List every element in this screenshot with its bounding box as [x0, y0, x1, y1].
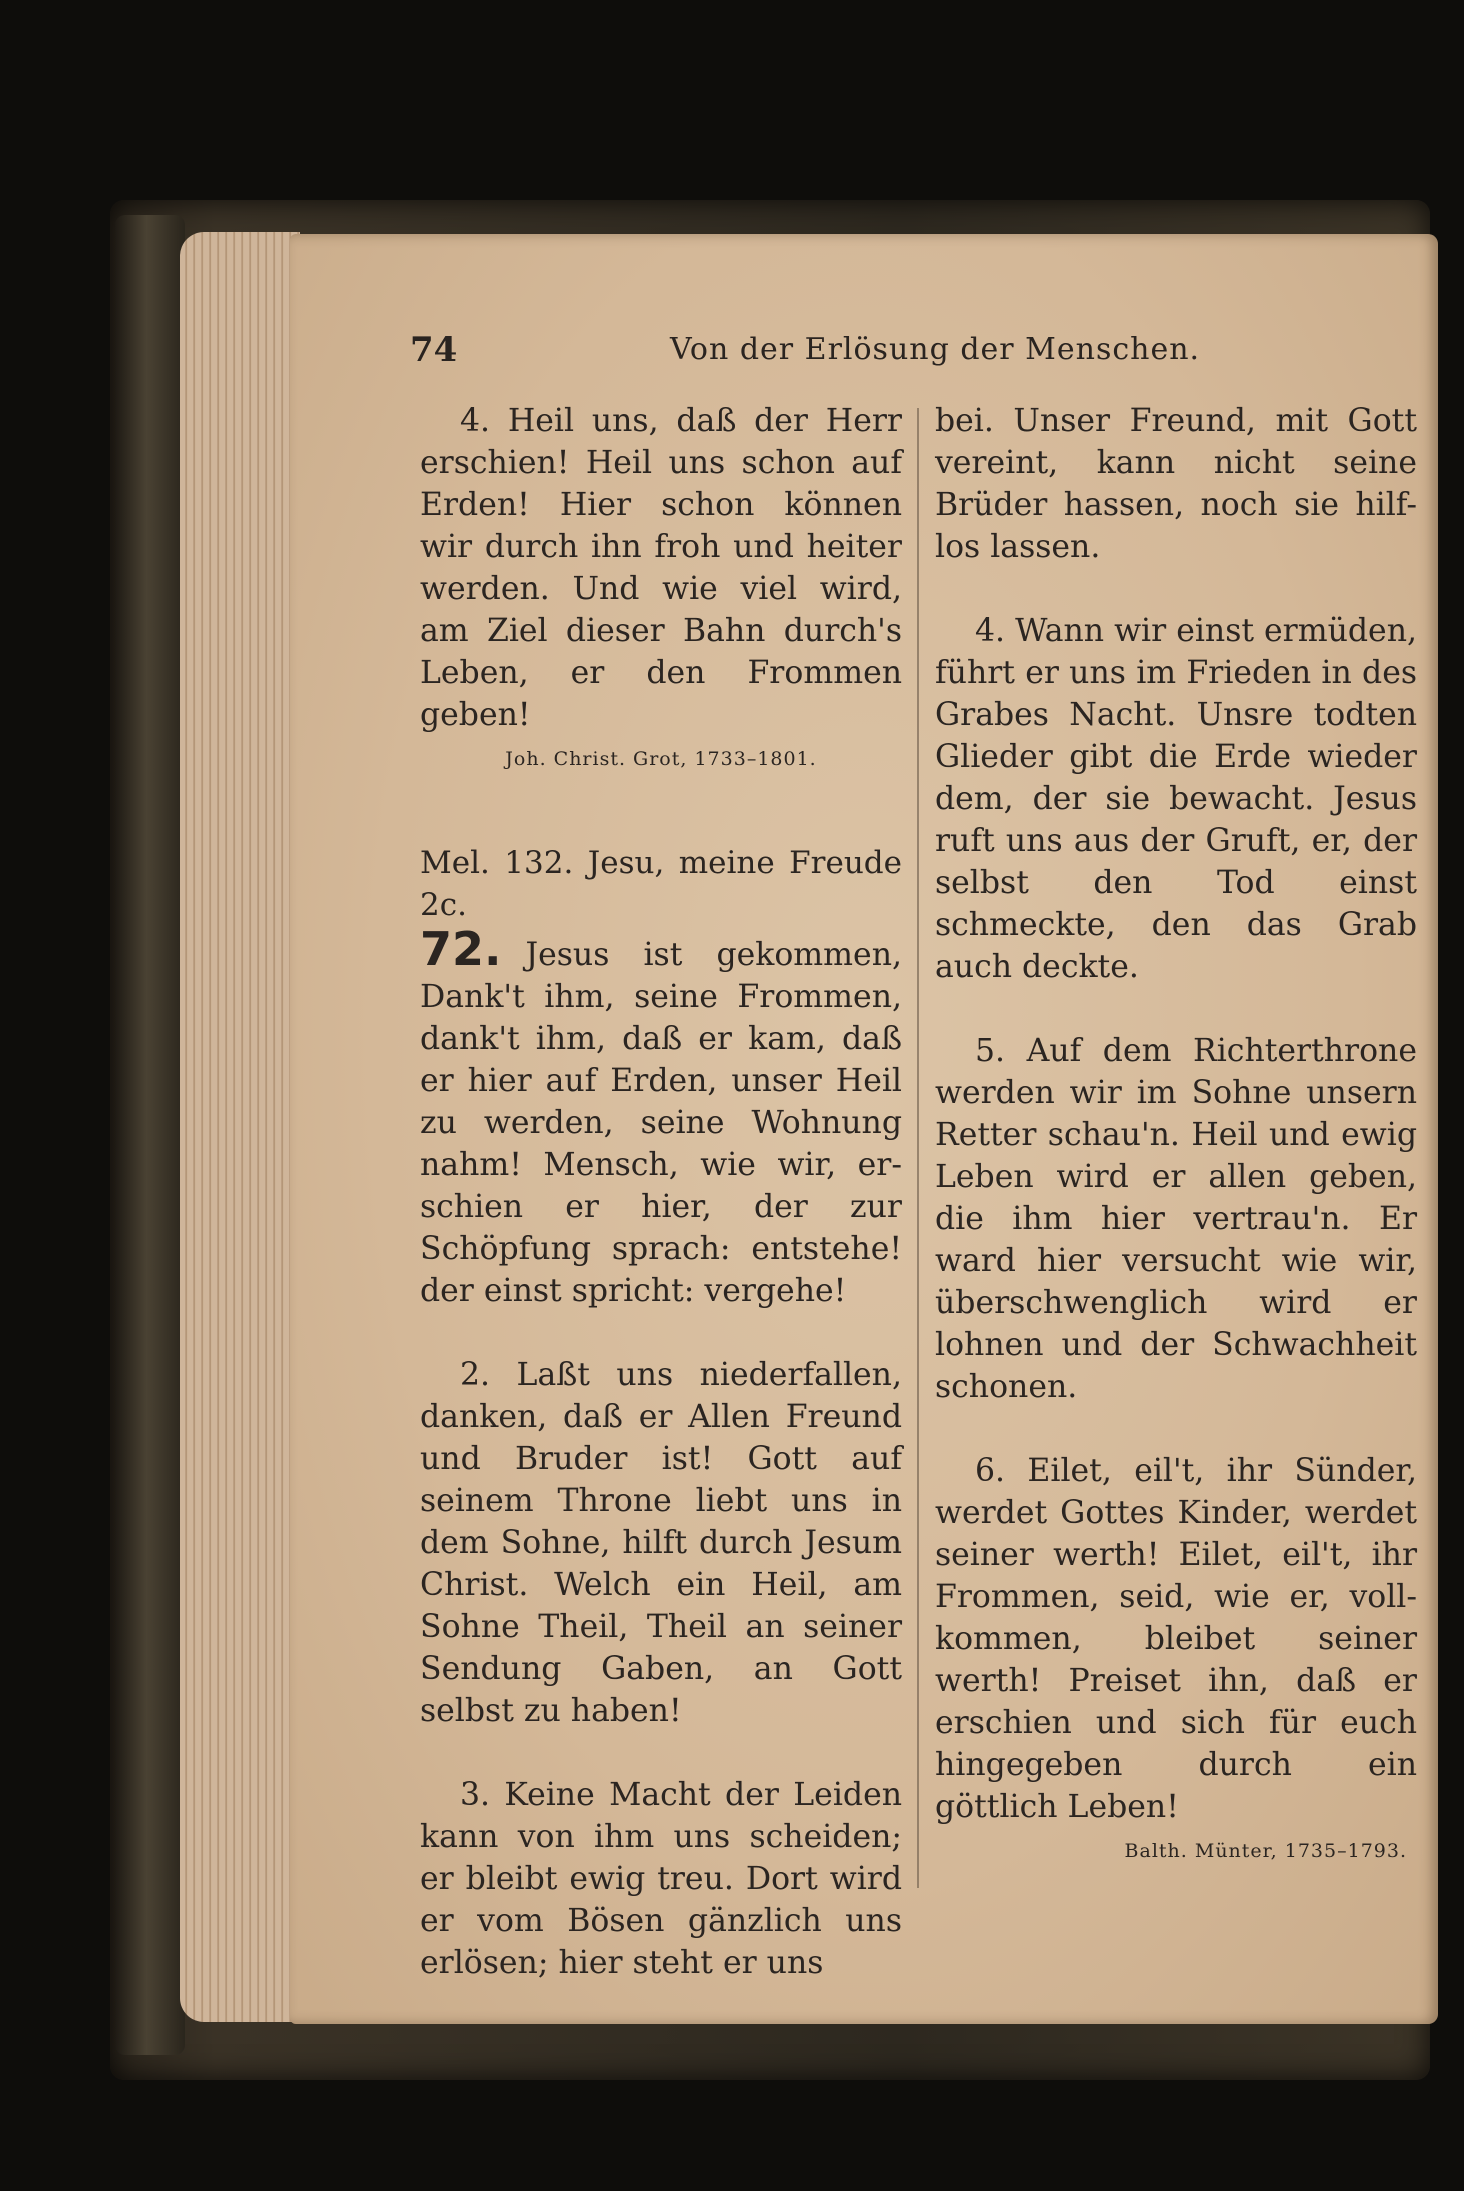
book-spine	[115, 215, 185, 2055]
attribution-muenter: Balth. Münter, 1735–1793.	[1124, 1840, 1407, 1862]
running-title: Von der Erlösung der Menschen.	[670, 332, 1201, 367]
verse-5: 5. Auf dem Richterthrone werden wir im Sohne unsern Retter schau'n. Heil und ewig Leben wird er allen geben, die ihm hier vertrau'n. Er ward hier versucht wie wir, überschwenglich wird er lohnen und der Schwachheit schonen.	[935, 1033, 1417, 1405]
page-number: 74	[410, 330, 458, 370]
page-header	[410, 330, 1410, 380]
column-divider	[917, 408, 919, 1888]
hymn-number: 72.	[420, 922, 502, 976]
right-column	[935, 400, 1417, 1934]
verse-2: 2. Laßt uns niederfallen, danken, daß er Allen Freund und Bruder ist! Gott auf seinem Throne liebt uns in dem Sohne, hilft durch Jesum Christ. Welch ein Heil, am Sohne Theil, Theil an seiner Sendung Gaben, an Gott selbst zu haben!	[420, 1357, 902, 1729]
attribution-grot: Joh. Christ. Grot, 1733–1801.	[505, 748, 817, 770]
verse-3-continued: bei. Unser Freund, mit Gott vereint, kann nicht seine Brüder hassen, noch sie hilf-los lassen.	[935, 403, 1417, 565]
left-column	[420, 400, 902, 2026]
melody-line: Mel. 132. Jesu, meine Freude 2c.	[420, 845, 902, 923]
hymn-72-verse-1	[420, 922, 902, 1312]
verse-4-left: 4. Heil uns, daß der Herr erschien! Heil uns schon auf Erden! Hier schon können wir durch ihn froh und heiter werden. Und wie viel wird, am Ziel dieser Bahn durch's Leben, er den Frommen geben!	[420, 403, 902, 733]
verse-3: 3. Keine Macht der Leiden kann von ihm uns scheiden; er bleibt ewig treu. Dort wird er vom Bösen gänzlich uns erlösen; hier steht er uns	[420, 1777, 902, 1981]
hymn-verse-1-text: Jesus ist gekommen, Dank't ihm, seine Frommen, dank't ihm, daß er kam, daß er hier auf Erden, unser Heil zu werden, seine Wohnung nahm! Mensch, wie wir, er-schien er hier, der zur Schöpfung sprach: entstehe! der einst spricht: vergehe!	[420, 937, 902, 1309]
verse-6: 6. Eilet, eil't, ihr Sünder, werdet Gottes Kinder, werdet seiner werth! Eilet, eil't, ihr Frommen, seid, wie er, voll-kommen, bleibet seiner werth! Preiset ihn, daß er erschien und sich für euch hingegeben durch ein göttlich Leben!	[935, 1453, 1417, 1825]
verse-4-right: 4. Wann wir einst ermüden, führt er uns im Frieden in des Grabes Nacht. Unsre todten Glieder gibt die Erde wieder dem, der sie bewacht. Jesus ruft uns aus der Gruft, er, der selbst den Tod einst schmeckte, den das Grab auch deckte.	[935, 613, 1417, 985]
page-edges	[180, 232, 300, 2022]
